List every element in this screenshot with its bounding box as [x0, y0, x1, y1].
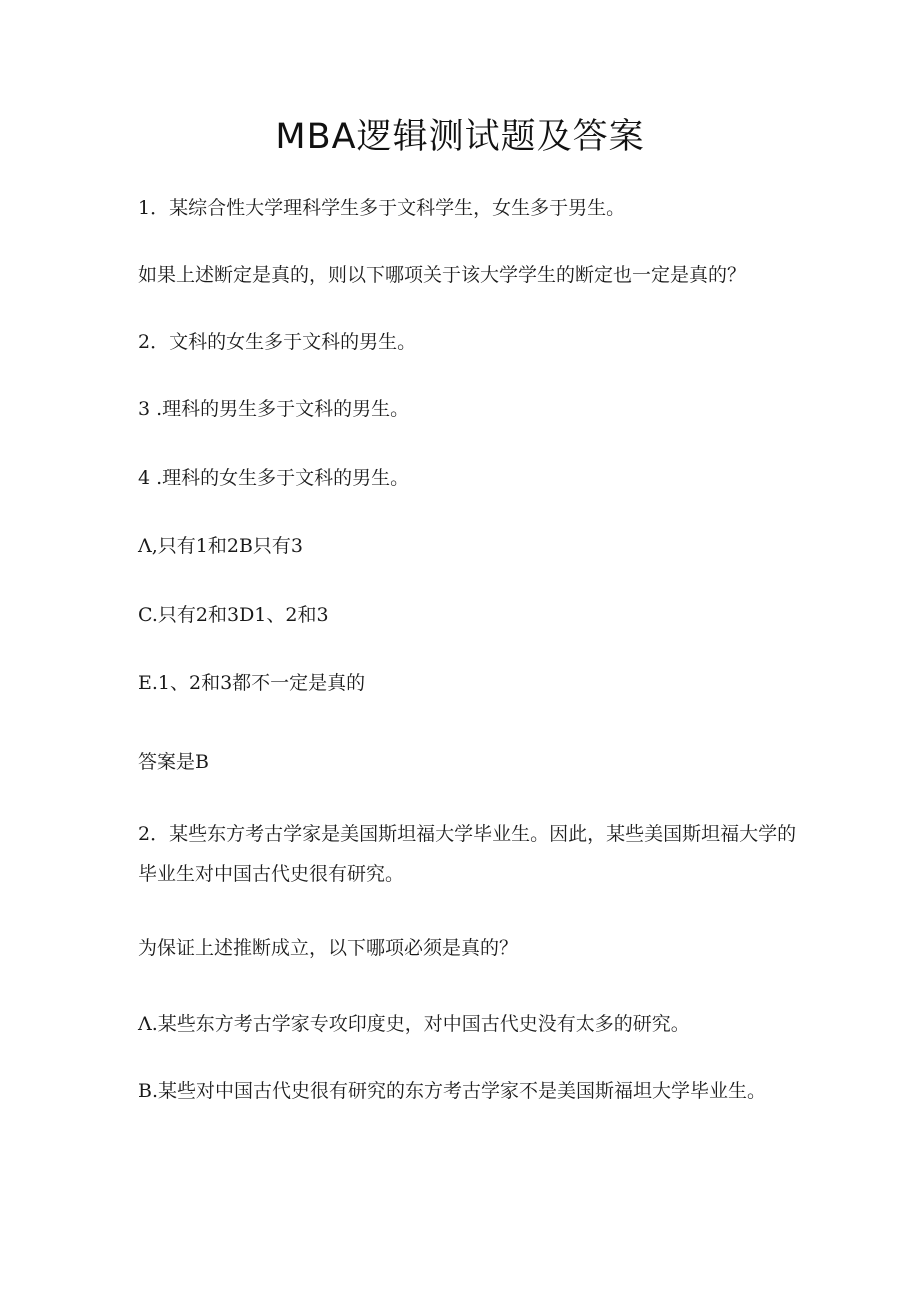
- paragraph: 1．某综合性大学理科学生多于文科学生，女生多于男生。: [138, 197, 626, 219]
- paragraph: B.某些对中国古代史很有研究的东方考古学家不是美国斯福坦大学毕业生。: [138, 1080, 767, 1102]
- paragraph: 3 .理科的男生多于文科的男生。: [138, 398, 410, 420]
- paragraph: 2．文科的女生多于文科的男生。: [138, 331, 417, 353]
- paragraph: E.1、2和3都不一定是真的: [138, 672, 366, 694]
- answer-line: 答案是B: [138, 751, 209, 773]
- paragraph: Λ.某些东方考古学家专攻印度史，对中国古代史没有太多的研究。: [138, 1013, 690, 1035]
- paragraph: 2．某些东方考古学家是美国斯坦福大学毕业生。因此，某些美国斯坦福大学的毕业生对中国古代史很有研究。: [138, 823, 797, 885]
- paragraph: C.只有2和3D1、2和3: [138, 604, 329, 626]
- paragraph: Λ,只有1和2B只有3: [138, 535, 303, 557]
- paragraph: 4 .理科的女生多于文科的男生。: [138, 467, 410, 489]
- document-title: MBA逻辑测试题及答案: [275, 117, 645, 157]
- paragraph: 如果上述断定是真的，则以下哪项关于该大学学生的断定也一定是真的？: [138, 264, 747, 286]
- paragraph: 为保证上述推断成立，以下哪项必须是真的？: [138, 937, 519, 959]
